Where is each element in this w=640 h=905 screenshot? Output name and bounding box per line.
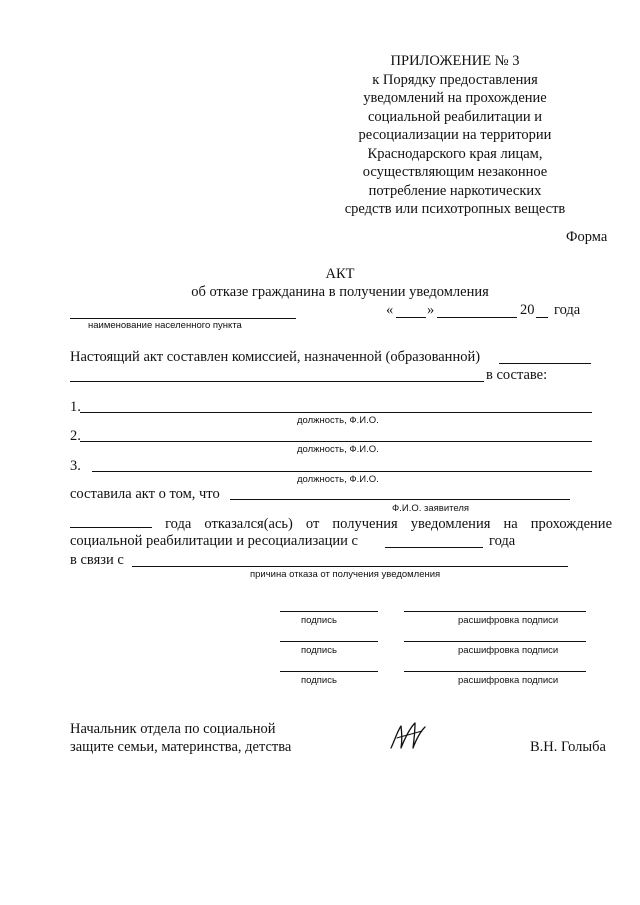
commission-text: Настоящий акт составлен комиссией, назначенной (образованной) xyxy=(70,349,481,365)
member-caption: должность, Ф.И.О. xyxy=(297,415,379,426)
appendix-line: к Порядку предоставления xyxy=(372,71,538,88)
signature-field[interactable] xyxy=(280,641,378,642)
date-year-word: года xyxy=(554,302,581,318)
commission-field-line[interactable] xyxy=(499,363,591,364)
date-year-prefix: 20 xyxy=(520,302,535,318)
appendix-line: социальной реабилитации и xyxy=(367,108,543,125)
date-day-field[interactable] xyxy=(396,317,426,318)
date-year-field[interactable] xyxy=(536,317,548,318)
document-title: АКТ xyxy=(325,266,355,282)
member-number: 3. xyxy=(70,458,81,474)
refusal-line-1 xyxy=(70,514,612,533)
signature-field[interactable] xyxy=(280,671,378,672)
appendix-line: потребление наркотических xyxy=(368,182,542,199)
refusal-date-field[interactable] xyxy=(385,547,483,548)
applicant-field-line[interactable] xyxy=(230,499,570,500)
appendix-line: средств или психотропных веществ xyxy=(344,201,566,217)
member-caption: должность, Ф.И.О. xyxy=(297,444,379,455)
footer-signer: В.Н. Голыба xyxy=(530,739,606,755)
form-label: Форма xyxy=(566,229,608,245)
applicant-caption: Ф.И.О. заявителя xyxy=(392,503,470,514)
member-number: 2. xyxy=(70,428,81,444)
date-month-field[interactable] xyxy=(437,317,517,318)
commission-field-line-2[interactable] xyxy=(70,381,484,382)
signature-decode-field[interactable] xyxy=(404,641,586,642)
date-open-quote: « xyxy=(386,302,394,318)
locality-field-line[interactable] xyxy=(70,318,296,319)
reason-field-line[interactable] xyxy=(132,566,568,567)
appendix-line: ПРИЛОЖЕНИЕ № 3 xyxy=(390,53,520,69)
reason-prefix: в связи с xyxy=(70,552,124,568)
act-text: составила акт о том, что xyxy=(70,486,220,502)
appendix-line: ресоциализации на территории xyxy=(358,127,552,143)
signature-decode-caption: расшифровка подписи xyxy=(458,675,559,686)
refusal-line2-text: социальной реабилитации и ресоциализации с xyxy=(70,533,358,549)
footer-position-line-1: Начальник отдела по социальной xyxy=(70,721,276,737)
locality-caption: наименование населенного пункта xyxy=(88,320,242,331)
appendix-line: уведомлений на прохождение xyxy=(363,90,547,106)
signature-decode-field[interactable] xyxy=(404,671,586,672)
date-close-quote: » xyxy=(427,302,435,318)
reason-caption: причина отказа от получения уведомления xyxy=(250,569,441,580)
member-field-line[interactable] xyxy=(92,471,592,472)
refusal-year-field[interactable] xyxy=(70,514,152,528)
member-field-line[interactable] xyxy=(80,441,592,442)
signature-caption: подпись xyxy=(301,645,337,656)
appendix-line: осуществляющим незаконное xyxy=(362,164,548,180)
refusal-line2-end: года xyxy=(489,533,516,549)
signature-decode-caption: расшифровка подписи xyxy=(458,645,559,656)
refusal-year-word: года xyxy=(165,516,192,532)
signature-caption: подпись xyxy=(301,615,337,626)
member-field-line[interactable] xyxy=(80,412,592,413)
appendix-line: Краснодарского края лицам, xyxy=(367,145,543,162)
signature-caption: подпись xyxy=(301,675,337,686)
member-number: 1. xyxy=(70,399,81,415)
handwritten-signature xyxy=(388,718,428,752)
refusal-line1-text: отказался(ась) от получения уведомления на прохождение xyxy=(204,516,613,532)
footer-position-line-2: защите семьи, материнства, детства xyxy=(70,739,292,755)
composition-text: в составе: xyxy=(486,367,548,383)
appendix-header xyxy=(330,52,580,219)
signature-decode-field[interactable] xyxy=(404,611,586,612)
member-caption: должность, Ф.И.О. xyxy=(297,474,379,485)
signature-decode-caption: расшифровка подписи xyxy=(458,615,559,626)
signature-field[interactable] xyxy=(280,611,378,612)
document-subtitle: об отказе гражданина в получении уведомления xyxy=(191,284,489,300)
